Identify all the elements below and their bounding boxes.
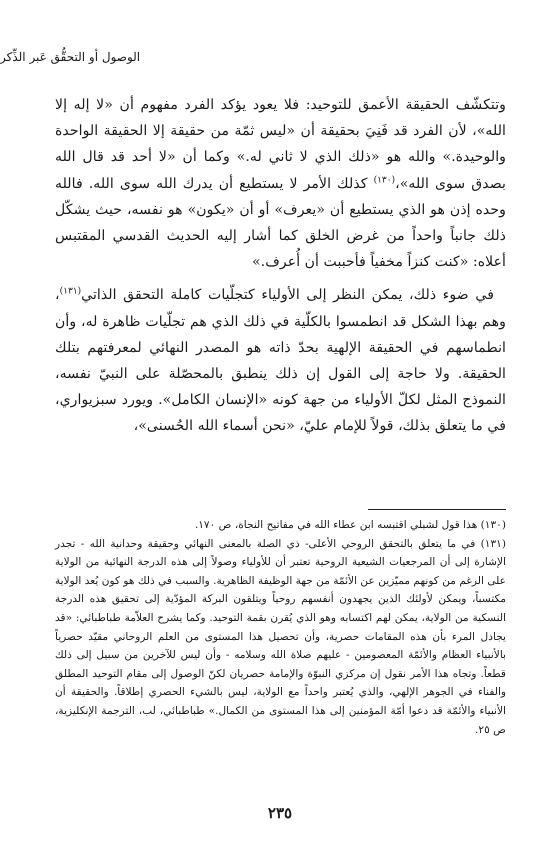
main-text [55, 92, 506, 440]
footnote-ref: (١٣١) [59, 286, 82, 297]
paragraph-text: كذلك الأمر لا يستطيع أن يدرك الله سوى الله. فالله وحده إذن هو الذي يستطيع أن «يعرف» أو أن «يكون» هو نفسه، حيث يشكّل ذلك جانباً واحداً من غرض الخلق كما أشار إليه الحديث القدسي المقتبس أعلاه: «كنت كنزاً مخفياً فأحببت أن أُعرف.» [55, 175, 506, 271]
paragraph [55, 282, 506, 439]
footnote-130: (١٣٠) هذا قول لشبلي اقتبسه ابن عطاء الله في مفاتيح النجاة، ص ١٧٠. [194, 519, 506, 531]
paragraph-text: وتتكشّف الحقيقة الأعمق للتوحيد: فلا يعود يؤكد الفرد مفهوم أن «لا إله إلا الله»، لأن الفرد قد فَنِيَ بحقيقة أن «ليس ثمّة من حقيقة إلا الحقيقة الواحدة والوحيدة.» والله هو «ذلك الذي لا ثاني له.» وكما أن «لا أحد قد قال الله بصدق سوى الله»، [55, 97, 506, 192]
footnote-131: (١٣١) في ما يتعلق بالتحقق الروحي الأعلى- ذي الصلة بالمعنى النهائي وحقيقة وحدانية الله - تجدر الإشارة إلى أن المرجعيات الشيعية الروحية تعتبر أن للأولياء وصولاً إلى هذه الدرجة النهائية من الولاية على الرغم من كونهم مميّزين عن الأئمّة من جهة الوظيفة الظاهرية. والسبب في ذلك هو كون يُعد الولاية مكتسباً، ويمكن لأولئك الذين يجهدون أنفسهم روحياً ويتلقون البركة المؤدّية إلى تحقيق هذه الدرجة النسكية من الولاية، يمكن لهم اكتسابه وهو الذي يُقرن بقمة التوحيد. وكما يشرح العلاّمة طباطبائي: «قد يجادل المرء بأن هذه المقامات حصرية، وأن تحصيل هذا المستوى من العلم الروحاني مقيّد حصرياً بالأنبياء العظام والأئمّة المعصومين - عليهم صلاة الله وسلامه - وأن ليس للآخرين من سبيل إلى ذلك قطعاً. وتجاه هذا الأمر نقول إن مركزي النبوّة والإمامة حصريان لكنّ الوصول إلى مقام التوحيد المطلق والفناء في الجوهر الإلهي، والذي يُعتبر واحداً مع الولاية، ليس بالشيء الحصري إطلاقاً. والحقيقة أن الأنبياء والأئمّة قد دعوا أمّة المؤمنين إلى هذا المستوى من الكمال.» طباطبائي، لب، الترجمة الإنكليزية، ص ٢٥. [55, 537, 506, 736]
paragraph-text: ، وهم بهذا الشكل قد انطمسوا بالكلّية في ذلك الذي هم تجلّيات ظاهرة له، وأن انطماسهم في الحقيقة الإلهية بحدّ ذاته هو المصدر النهائي لمعرفتهم بتلك الحقيقة. ولا حاجة إلى القول إن ذلك ينطبق بالمحصّلة على النبيّ نفسه، النموذج المثل لكلّ الأولياء من جهة كونه «الإنسان الكامل». ويورد سبزيواري، في ما يتعلق بذلك، قولاً للإمام عليّ، «نحن أسماء الله الحُسنى»، [55, 287, 506, 435]
paragraph-text: في ضوء ذلك، يمكن النظر إلى الأولياء كتجلّيات كاملة التحقق الذاتي [81, 287, 494, 304]
running-header: الوصول أو التحقُّق عَبر الذِّكر [0, 50, 141, 64]
footnote-ref: (١٣٠) [373, 174, 396, 185]
page-number: ٢٣٥ [267, 804, 293, 822]
footnotes [55, 516, 506, 739]
footnote-divider [368, 509, 506, 510]
paragraph [55, 92, 506, 275]
